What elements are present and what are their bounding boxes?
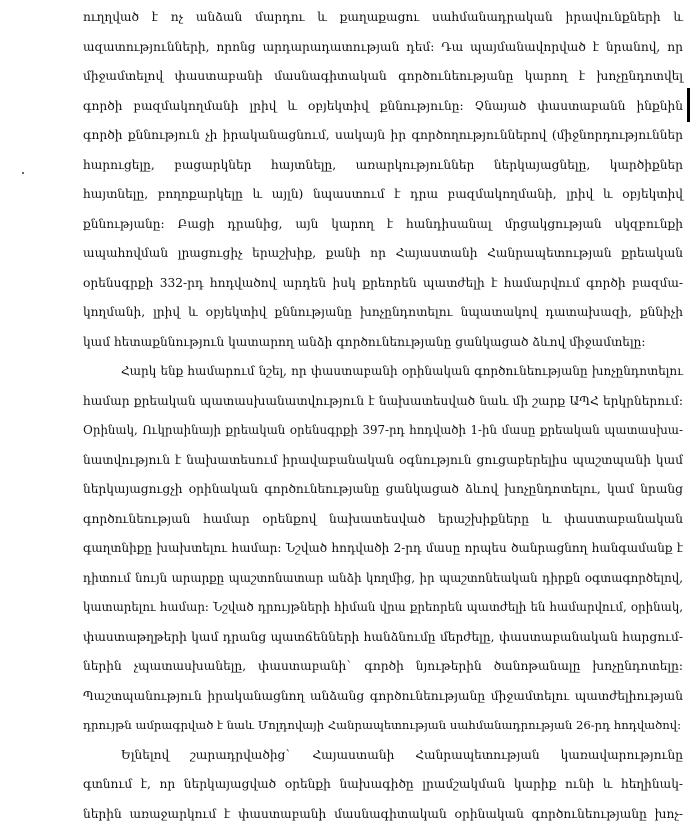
text-line: գործունեության համար օրենքով նախատեսված երաշխիքները և փաստաբանական [83, 511, 683, 526]
text-line: կատարելու համար: Նշված դրույթների հիման վրա քրեորեն պատժելի են համարվում, օրինակ, [83, 600, 683, 614]
text-line: կամ հետաքննություն կատարող անձի գործունեությանը ցանկացած ձևով միջամտելը: [83, 334, 646, 349]
document-body [83, 3, 683, 829]
text-line: կողմանի, լրիվ և օբյեկտիվ քննությանը խոչընդոտելու նպատակով դատախազի, քննիչի [83, 305, 683, 319]
text-line: դիտում նույն արարքը պաշտոնատար անձի կողմից, իր պաշտոնեական դիրքն օգտագործելով, [83, 570, 683, 585]
text-line: ներին չպատասխանելը, փաստաբանի` գործի նյութերին ծանոթանալը խոչընդոտելը: [83, 659, 683, 673]
text-line: օրենսգրքի 332-րդ հոդվածով արդեն իսկ քրեորեն պատժելի է համարվում գործի բազմա- [83, 275, 683, 290]
text-line: Օրինակ, Ուկրաինայի քրեական օրենսգրքի 397-րդ հոդվածի 1-ին մասը քրեական պատասխա- [83, 423, 683, 437]
text-line: գործի քննություն չի իրականացնում, սակայն իր գործողություններով (միջնորդություններ [83, 128, 683, 142]
text-line: ազատությունների, որոնց արդարադատության դեմ: Դա պայմանավորված է նրանով, որ [83, 39, 683, 54]
scan-speck [22, 172, 24, 174]
text-line: Պաշտպանություն իրականացնող անձանց գործունեությանը միջամտելու պատժելիության [83, 688, 683, 703]
margin-mark [687, 88, 690, 122]
text-line: գործի բազմակողմանի լրիվ և օբյեկտիվ քննությունը: Չնայած փաստաբանն ինքնին [83, 98, 683, 113]
text-line: հարուցելը, բացարկներ հայտնելը, առարկություններ ներկայացնելը, կարծիքներ [83, 157, 683, 172]
text-line: դրույթն ամրագրված է նաև Մոլդովայի Հանրապետության սահմանադրության 26-րդ հոդվածով: [83, 718, 681, 732]
text-line: ներկայացուցչի օրինական գործունեությանը ցանկացած ձևով խոչընդոտելու, կամ նրանց [83, 482, 683, 496]
text-line: հայտնելը, բողոքարկելը և այլն) նպաստում է դրա բազմակողմանի, լրիվ և օբյեկտիվ [83, 187, 683, 201]
text-line: Ելնելով շարադրվածից` Հայաստանի Հանրապետության կառավարությունը [121, 747, 683, 762]
text-line: ներին առաջարկում է փաստաբանի մասնագիտական օրինական գործունեությանը խոչ- [83, 806, 683, 821]
text-line: փաստաթղթերի կամ դրանց պատճենների հանձնումը մերժելը, փաստաբանական հարցում- [83, 629, 683, 644]
text-line: քննությանը: Բացի դրանից, այն կարող է հանդիսանալ մրցակցության սկզբունքի [83, 216, 683, 231]
text-line: ապահովման լրացուցիչ երաշխիք, քանի որ Հայաստանի Հանրապետության քրեական [83, 246, 683, 260]
text-line: համար քրեական պատասխանատվություն է նախատեսված նաև մի շարք ԱՊՀ երկրներում: [83, 393, 683, 408]
text-line: Հարկ ենք համարում նշել, որ փաստաբանի օրինական գործունեությանը խոչընդոտելու [121, 364, 683, 378]
text-line: գաղտնիքը խախտելու համար: Նշված հոդվածի 2-րդ մասը որպես ծանրացնող հանգամանք է [83, 541, 683, 555]
text-line: միջամտելով փաստաբանի մասնագիտական գործունեությանը կարող է խոչընդոտվել [83, 69, 683, 83]
text-line: նատվություն է նախատեսում իրավաբանական օգնություն ցուցաբերելիս պաշտպանի կամ [83, 452, 683, 467]
text-line: գտնում է, որ ներկայացված օրենքի նախագիծը լրամշակման կարիք ունի և հեղինակ- [83, 777, 683, 791]
text-line: ուղղված է ոչ անձան մարդու և քաղաքացու սահմանադրական իրավունքների և [83, 10, 683, 24]
